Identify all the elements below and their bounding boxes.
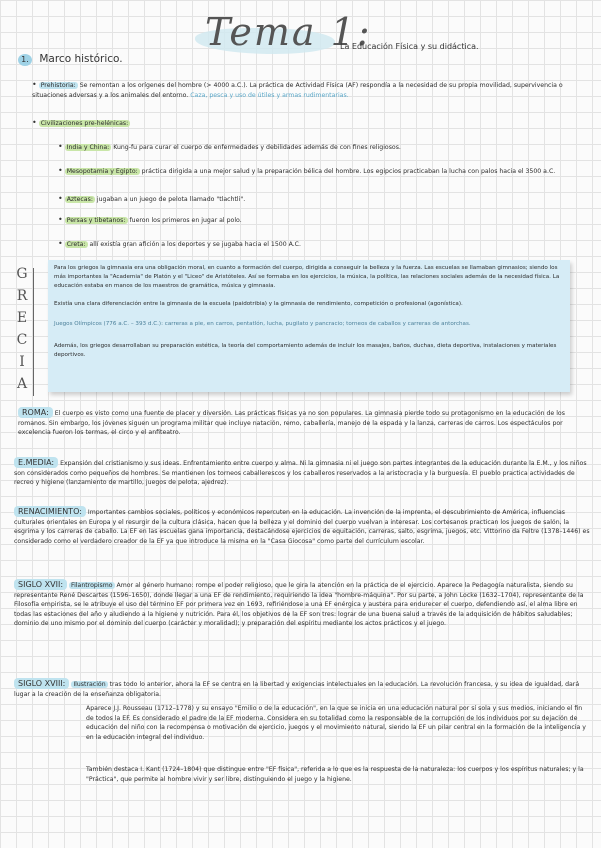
section-heading	[18, 53, 123, 66]
bullet-icon: •	[58, 142, 63, 151]
section-text: Amor al género humano: rompe el poder religioso, que le gira la atención en la práctica de el ejercicio. Aparece la Pedagogía naturalista, siendo su representante René Descartes (1596–1650), donde llegar a una EF de rendimiento, requiriendo la idea "hombre-máquina". Por su parte, a John Locke (1632–1704), representante de la Filosofía empirista, se le atribuye el uso del término EF por primera vez en 1693, refiriéndose a una EF enérgica y austera para endurecer el cuerpo, defendiendo así, el alma libre en todas las estaciones del año y aludiendo a la higiene y nutrición. Para él, los objetivos de la EF son tres: lograr de una buena salud a través de la adquisición de hábitos saludables; dominio de uno mismo por el dominio del cuerpo (carácter y moralidad); y preparación del espíritu mediante los actos prácticos y el juego.	[14, 582, 584, 628]
grecia-paragraph: Existía una clara diferenciación entre la gimnasia de la escuela (paidotribia) y la gimnasia de rendimiento, competición o profesional (agonística).	[54, 301, 463, 307]
civ-item-label: Aztecas:	[66, 196, 93, 203]
civ-item	[58, 194, 578, 205]
civ-item-text: Kung-fu para curar el cuerpo de enfermedades y debilidades además de con fines religiosos.	[113, 144, 401, 151]
grecia-paragraph: Además, los griegos desarrollaban su preparación estética, la teoría del comportamiento además de incluir los masajes, baños, duchas, dieta deportiva, instalaciones y materiales deportivos.	[54, 343, 557, 358]
bullet-icon: •	[58, 215, 63, 224]
civ-item	[58, 166, 578, 177]
civ-item	[58, 239, 578, 250]
civ-item-text: práctica dirigida a una mejor salud y la preparación bélica del hombre. Los egipcios practicaban la lucha con palos hacia el 3500 a.C.	[141, 168, 556, 175]
prehistoria-block	[32, 80, 592, 100]
civ-item	[58, 142, 578, 153]
title-block	[205, 8, 505, 60]
section-label: RENACIMIENTO:	[14, 506, 86, 517]
grecia-letter: C	[16, 332, 28, 348]
bullet-icon: •	[58, 239, 63, 248]
renacimiento-section	[14, 507, 590, 546]
section-text: El cuerpo es visto como una fuente de placer y diversión. Las prácticas físicas ya no son populares. La gimnasia pierde todo su protagonismo en la educación de los romanos. Sin embargo, los jóvenes siguen un programa militar que incluye natación, remo, caballería, manejo de la espada y la lanza, carreras de carros. Los espectáculos por excelencia fueron los termas, el circo y el anfiteatro.	[18, 410, 565, 437]
prehistoria-label: Prehistoria:	[40, 82, 76, 89]
siglo-xvii-section	[14, 580, 592, 629]
civ-item	[58, 215, 578, 226]
kant-paragraph: También destaca I. Kant (1724–1804) que distingue entre "EF física", referida a lo que es la respuesta de la naturaleza: los cuerpos y los espíritus naturales; y la "Práctica", que permite al hombre vivir y ser libre, distinguiendo el juego y la higiene.	[86, 766, 584, 783]
grecia-paragraph: Para los griegos la gimnasia era una obligación moral, en cuanto a formación del cuerpo, dirigida a conseguir la belleza y la fuerza. Las escuelas se llamaban gimnasios; siendo los más importantes la "Academia" de Platón y el "Liceo" de Aristóteles. Así se formaba en los ejercicios, la música, la política, las relaciones sociales además de la necesidad física. La educación estaba en manos de los maestros de gramática, música y gimnasia.	[54, 265, 560, 289]
civ-item-label: Creta:	[66, 241, 86, 248]
grecia-divider	[33, 268, 34, 396]
civ-item-label: India y China:	[66, 144, 110, 151]
section-sublabel: Filantropismo	[70, 582, 113, 589]
bullet-icon: •	[32, 118, 37, 127]
bullet-icon: •	[58, 194, 63, 203]
bullet-icon: •	[32, 80, 37, 89]
section-label: SIGLO XVII:	[14, 579, 67, 590]
civilizaciones-label: Civilizaciones pre-helénicas:	[40, 120, 129, 127]
civ-item-text: allí existía gran afición a los deportes y se jugaba hacia el 1500 A.C.	[89, 241, 301, 248]
civilizaciones-heading	[32, 118, 572, 129]
grecia-letter: I	[19, 354, 25, 370]
grecia-letter: G	[16, 266, 28, 282]
rousseau-paragraph: Aparece J.J. Rousseau (1712–1778) y su ensayo "Emilio o de la educación", en la que se inicia en una educación natural por sí sola y sus medios, iniciando el fin de todos la EF. Es considerado el padre de la EF moderna. Considera en su totalidad como la responsable de la corrupción de los individuos por su dejación de educación del niño con la recompensa o motivación de ejercicio, juegos y el movimiento natural, siendo la EF un pilar central en la formación de la inteligencia y en la educación integral del individuo.	[86, 705, 586, 741]
section-text: tras todo lo anterior, ahora la EF se centra en la libertad y exigencias intelectuales en la educación. La revolución francesa, y su idea de igualdad, dará lugar a la creación de la enseñanza obligatoria.	[14, 681, 580, 698]
prehistoria-text: Se remontan a los orígenes del hombre (> 4000 a.C.). La práctica de Actividad Física (AF) respondía a la necesidad de su propia movilidad, supervivencia o situaciones adversas y a los animales del entorno.	[32, 82, 563, 99]
civ-item-label: Persas y tibetanos:	[66, 217, 126, 224]
section-label: ROMA:	[18, 407, 53, 418]
section-text: Importantes cambios sociales, políticos y económicos repercuten en la educación. La invención de la imprenta, el descubrimiento de América, influencias culturales orientales en Europa y el resurgir de la cultura clásica, hacen que la belleza y el dominio del cuerpo vuelvan a interesar. Los cortesanos practican los juegos de salón, la esgrima y los carreras de caballo. La EF en las escuelas gana importancia, destacándose ejercicios de equitación, carreras, salto, esgrima, juegos, etc. Vittorino da Feltre (1378–1446) es considerado como el verdadero creador de la EF ya que introduce la misma en la "Casa Giocosa" como parte del currículum escolar.	[14, 509, 590, 545]
heading-number: 1.	[18, 54, 32, 66]
section-text: Expansión del cristianismo y sus ideas. Enfrentamiento entre cuerpo y alma. Ni la gimnasia ni el juego son partes integrantes de la educación durante la E.M., y los niños son considerados como pequeños de hombres. Se mantienen los torneos caballerescos y los caballeros reservados a la aristocracia y la burguesía. El pueblo practica actividades de recreo y higiene (lanzamiento de martillo, juegos de pelota, ajedrez).	[14, 460, 587, 487]
section-label: E.MEDIA:	[14, 457, 58, 468]
grecia-paragraph: Juegos Olímpicos (776 a.C. – 393 d.C.): carreras a pie, en carros, pentatlón, lucha, pugilato y pancracio; torneos de caballos y carreras de antorchas.	[54, 321, 471, 327]
roma-section	[18, 408, 590, 438]
grecia-letter: R	[16, 288, 28, 304]
civ-item-text: fueron los primeros en jugar al polo.	[129, 217, 242, 224]
civ-item-label: Mesopotamia y Egipto:	[66, 168, 138, 175]
grecia-vertical-label	[12, 266, 32, 398]
section-label: SIGLO XVIII:	[14, 678, 69, 689]
page-subtitle: La Educación Física y su didáctica.	[340, 42, 479, 51]
civ-item-text: jugaban a un juego de pelota llamado "tlachtli".	[96, 196, 246, 203]
heading-label: Marco histórico.	[39, 53, 123, 65]
grecia-letter: E	[16, 310, 28, 326]
bullet-icon: •	[58, 166, 63, 175]
prehistoria-highlight: Caza, pesca y uso de útiles y armas rudimentarias.	[190, 91, 349, 99]
edad-media-section	[14, 458, 590, 488]
page-title: Tema 1:	[205, 10, 372, 54]
section-sublabel: Ilustración	[73, 681, 106, 688]
siglo-xviii-section	[14, 679, 592, 699]
grecia-letter: A	[16, 376, 28, 392]
